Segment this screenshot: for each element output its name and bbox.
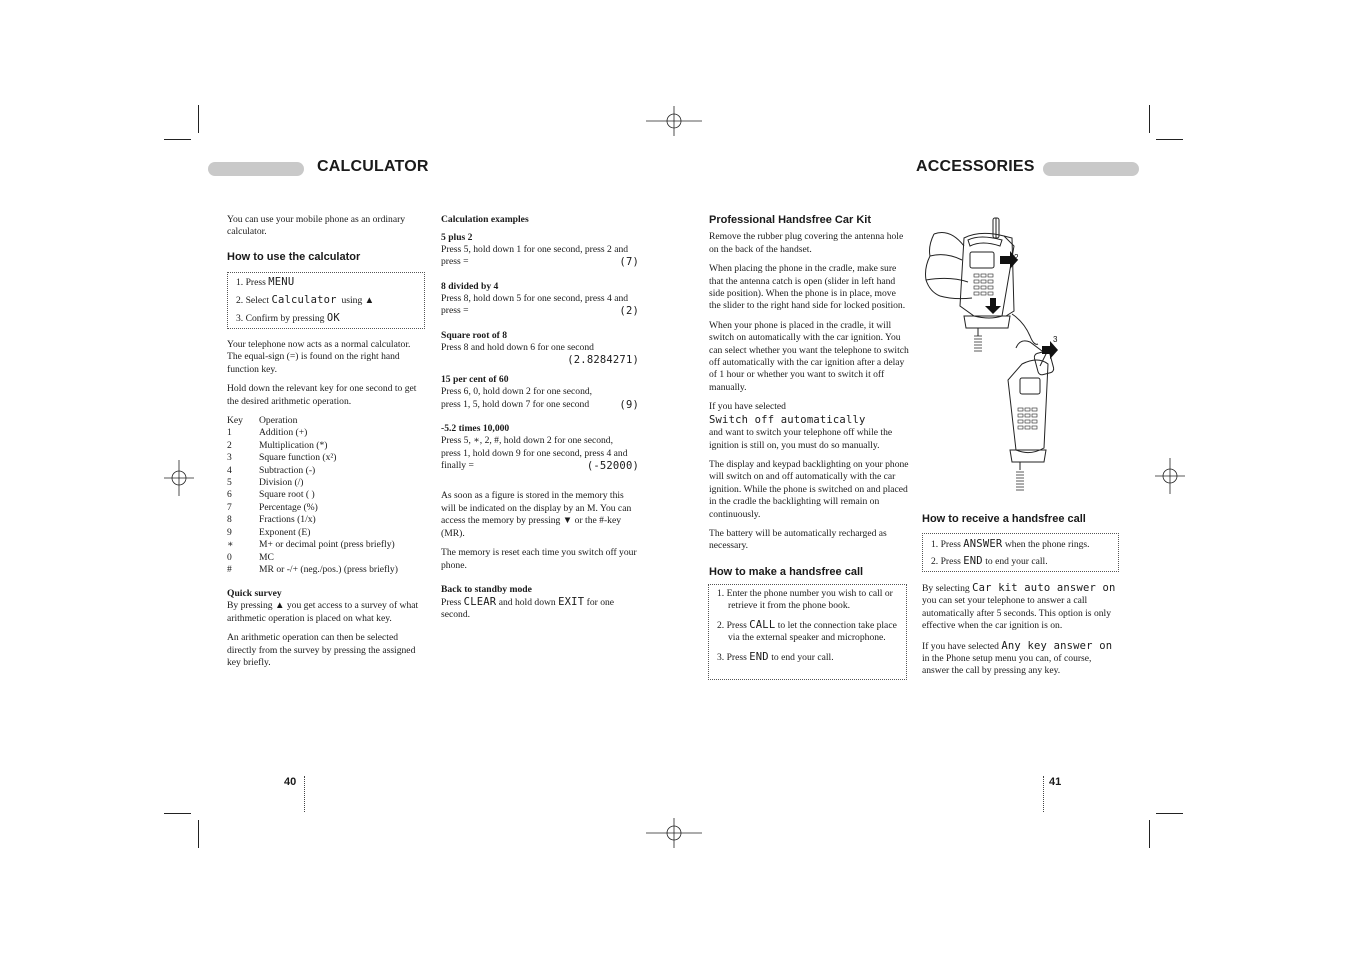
example-block: [441, 374, 639, 411]
car-kit-text: Remove the rubber plug covering the antenna hole on the back of the handset.: [709, 231, 904, 255]
page-number-right: 41: [1049, 776, 1062, 788]
left-column-body: [227, 339, 427, 669]
memory-text: As soon as a figure is stored in the memory this will be indicated on the display by an M. You can access the memory by pressing ▼ or the #-key (MR).: [441, 490, 632, 539]
phone-in-cradle-drawing: [926, 218, 1015, 351]
example-line: press = (7): [441, 256, 639, 269]
key-row: 8 Fractions (1/x): [227, 514, 316, 526]
example-line: Press 6, 0, hold down 2 for one second,: [441, 386, 593, 398]
step-item: 3. Confirm by pressing OK: [236, 312, 340, 324]
page-number-divider: [1043, 776, 1044, 812]
crop-mark: [198, 105, 199, 133]
example-result: (9): [619, 398, 639, 411]
car-kit-heading: Professional Handsfree Car Kit: [709, 214, 871, 226]
arrow-down-icon: [985, 298, 1001, 314]
phone-with-hand-drawing: [1008, 314, 1055, 490]
key-table: [227, 415, 427, 576]
example-result: (7): [619, 256, 639, 269]
registration-mark-top: [646, 106, 702, 136]
figure-label: 2: [1014, 253, 1019, 262]
key-row: 5 Division (/): [227, 477, 304, 489]
page-number-divider: [304, 776, 305, 812]
registration-mark-bottom: [646, 818, 702, 848]
step-item: 1. Press MENU: [236, 276, 295, 288]
page-number-left: 40: [284, 776, 297, 788]
left-column: [227, 214, 425, 263]
example-title: Square root of 8: [441, 329, 508, 341]
key-row: 3 Square function (x²): [227, 452, 337, 464]
any-key-answer-text: If you have selected Any key answer on in the Phone setup menu you can, of course, answer the call by pressing any key.: [922, 639, 1113, 677]
example-block: [441, 423, 639, 472]
example-line: press 1, hold down 9 for one second, press 4 and: [441, 447, 628, 459]
key-row: 6 Square root ( ): [227, 489, 315, 501]
receive-call-steps-box: [922, 533, 1119, 572]
example-block: [441, 232, 639, 269]
example-line: Press 5, hold down 1 for one second, press 2 and: [441, 244, 629, 255]
example-line: press 1, 5, hold down 7 for one second (9): [441, 398, 639, 411]
header-bar-left: [208, 162, 304, 176]
receive-call-heading: How to receive a handsfree call: [922, 513, 1086, 525]
example-result: (2): [619, 305, 639, 318]
step-item: 3. Press END to end your call.: [717, 650, 834, 663]
page-title-right: ACCESSORIES: [916, 158, 1035, 175]
crop-mark: [198, 820, 199, 848]
quick-survey-text: By pressing ▲ you get access to a survey of what arithmetic operation is placed on what key.: [227, 600, 419, 624]
key-row: 1 Addition (+): [227, 427, 308, 439]
example-block: [441, 330, 639, 367]
example-result: (2.8284271): [567, 354, 639, 367]
car-kit-text: When your phone is placed in the cradle, it will switch on automatically with the car ignition. You can select whether you want the telephone to switch off automatically with the car ignition after a delay of 1 hour or whether you want to switch it off manually.: [709, 319, 909, 393]
header-bar-right: [1043, 162, 1139, 176]
car-kit-column: [709, 214, 909, 578]
example-line: finally = (-52000): [441, 460, 639, 473]
para-normal-calculator: Your telephone now acts as a normal calculator. The equal-sign (=) is found on the right hand function key.: [227, 339, 411, 375]
memory-reset-text: The memory is reset each time you switch off your phone.: [441, 547, 637, 571]
figure-label: 3: [1053, 335, 1058, 344]
crop-mark: [1149, 820, 1150, 848]
crop-mark: [1149, 105, 1150, 133]
car-kit-text: When placing the phone in the cradle, make sure that the antenna catch is open (slider in left hand side position). When the phone is in place, move the slider to the right hand side for locked position.: [709, 263, 906, 312]
crop-mark: [1156, 139, 1183, 140]
car-kit-text: If you have selected Switch off automatically and want to switch your telephone off while the ignition is still on, you must do so manually.: [709, 401, 893, 451]
example-result: (-52000): [586, 460, 639, 473]
key-row: # MR or -/+ (neg./pos.) (press briefly): [227, 563, 398, 575]
intro-text: You can use your mobile phone as an ordinary calculator.: [227, 214, 406, 238]
car-kit-text: The battery will be automatically recharged as necessary.: [709, 527, 887, 552]
howto-heading: How to use the calculator: [227, 250, 361, 263]
key-table-header: Key Operation: [227, 415, 298, 427]
example-line: Press 8, hold down 5 for one second, press 4 and: [441, 292, 629, 304]
page-title-left: CALCULATOR: [317, 158, 429, 175]
key-row: ∗ M+ or decimal point (press briefly): [227, 539, 395, 551]
standby-heading: Back to standby mode: [441, 583, 532, 595]
step-item: 1. Press ANSWER when the phone rings.: [931, 538, 1090, 550]
auto-answer-text: By selecting Car kit auto answer on you can set your telephone to answer a call automatically after 5 seconds. This option is only effective when the car ignition is on.: [922, 582, 1116, 632]
example-line: Press 5, ∗, 2, #, hold down 2 for one second,: [441, 435, 613, 447]
make-call-heading: How to make a handsfree call: [709, 565, 864, 578]
example-title: 15 per cent of 60: [441, 374, 509, 386]
crop-mark: [164, 813, 191, 814]
key-row: 2 Multiplication (*): [227, 439, 328, 451]
step-item: 2. Press CALL to let the connection take place via the external speaker and microphone.: [717, 618, 897, 644]
key-row: 9 Exponent (E): [227, 526, 311, 538]
example-line: Press 8 and hold down 6 for one second: [441, 341, 594, 353]
standby-text: Press CLEAR and hold down EXIT for one second.: [441, 595, 615, 621]
car-kit-text: The display and keypad backlighting on your phone will switch on and off automatically with the car ignition. While the phone is switched on and placed in the cradle the backlighting will remain on continuously.: [709, 458, 909, 520]
key-row: 7 Percentage (%): [227, 501, 318, 513]
registration-mark-right: [1155, 458, 1185, 494]
examples-column: [441, 214, 639, 622]
registration-mark-left: [164, 460, 194, 496]
example-title: 5 plus 2: [441, 232, 473, 243]
key-row: 0 MC: [227, 551, 274, 563]
example-block: [441, 281, 639, 318]
crop-mark: [164, 139, 191, 140]
step-item: 2. Press END to end your call.: [931, 555, 1048, 567]
quick-survey-text-2: An arithmetic operation can then be selected directly from the survey by pressing the assigned key briefly.: [227, 632, 416, 668]
example-title: 8 divided by 4: [441, 280, 499, 292]
car-kit-illustration: [920, 216, 1070, 498]
example-line: press = (2): [441, 305, 639, 318]
howto-steps-box: [227, 272, 425, 329]
quick-survey-heading: Quick survey: [227, 588, 282, 600]
make-call-steps-box: [708, 584, 907, 680]
example-line: [441, 354, 639, 366]
crop-mark: [1156, 813, 1183, 814]
example-title: -5.2 times 10,000: [441, 423, 510, 435]
step-item: 2. Select Calculator using ▲: [236, 294, 375, 306]
para-hold-down: Hold down the relevant key for one second to get the desired arithmetic operation.: [227, 383, 417, 407]
examples-heading: Calculation examples: [441, 214, 529, 225]
key-row: 4 Subtraction (-): [227, 464, 316, 476]
receive-call-text: [922, 582, 1120, 678]
step-item: 1. Enter the phone number you wish to call or retrieve it from the phone book.: [717, 588, 893, 612]
